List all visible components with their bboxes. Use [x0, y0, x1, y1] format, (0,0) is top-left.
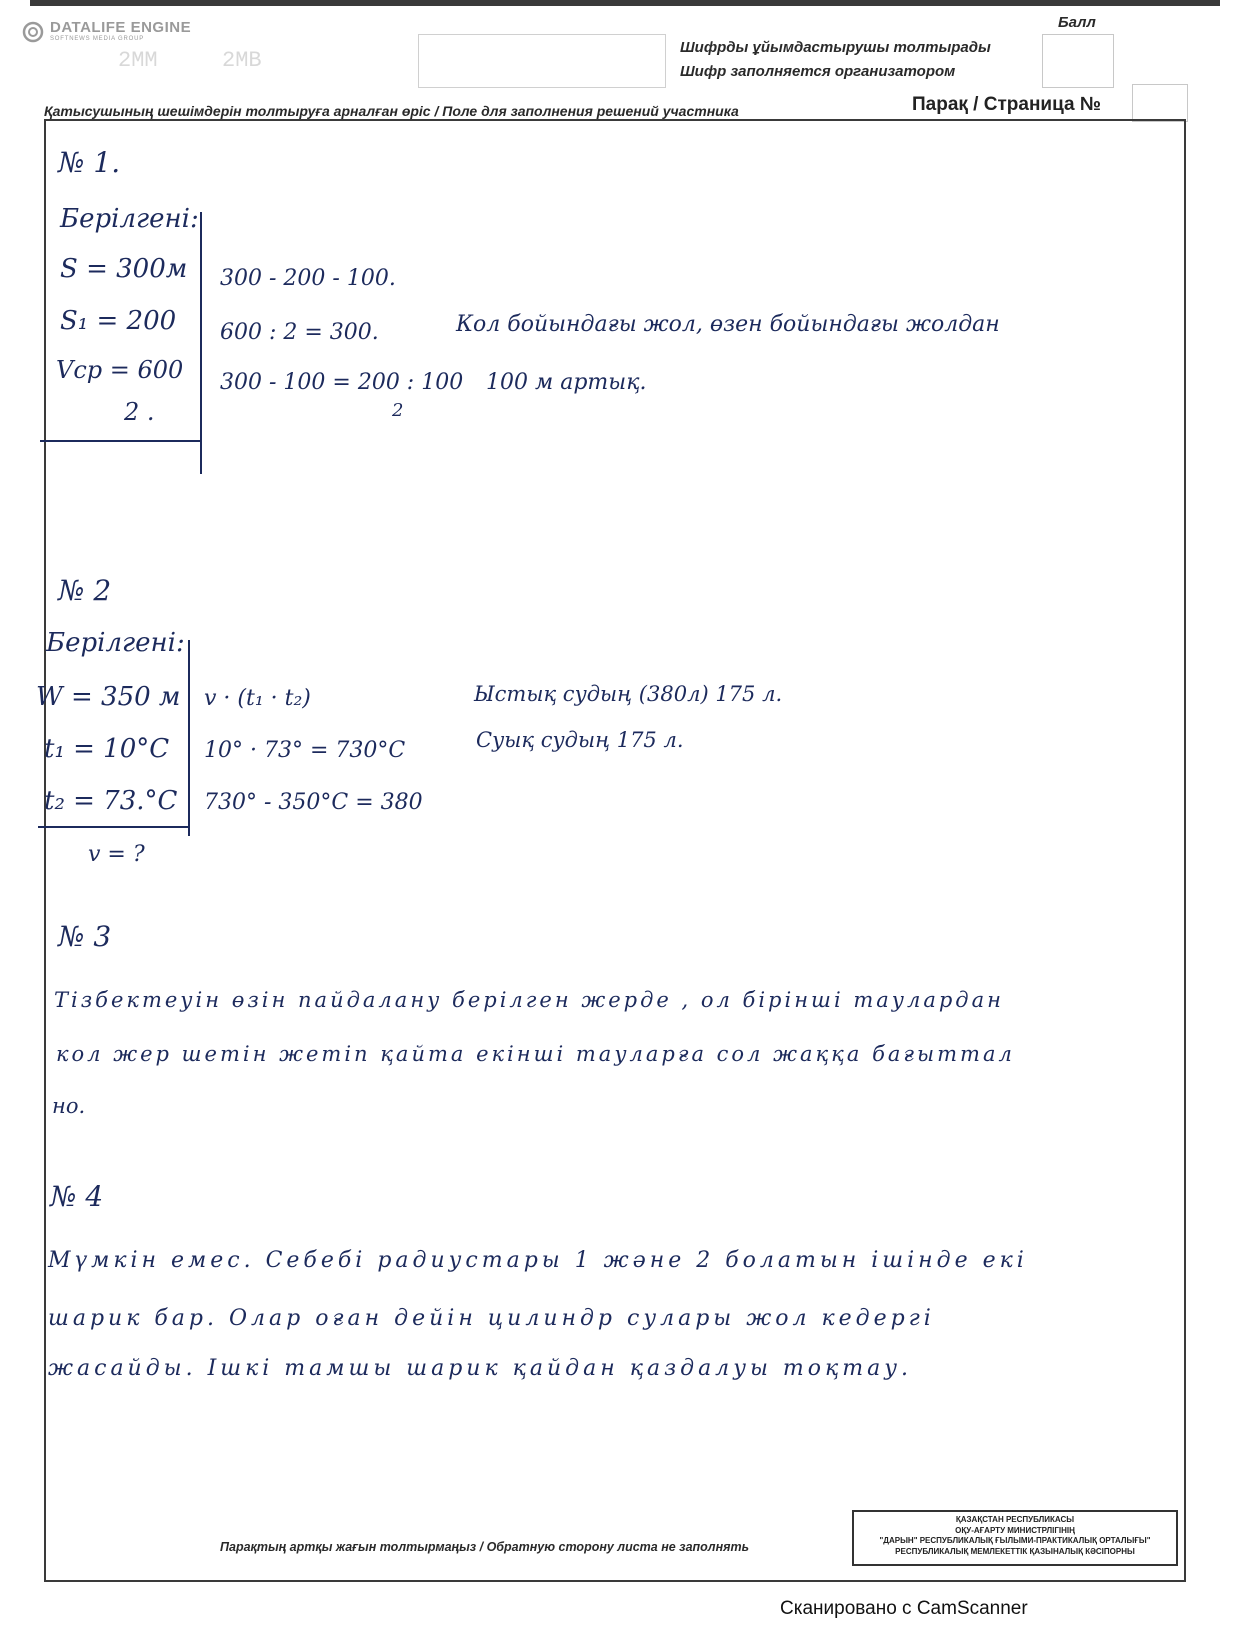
back-side-note: Парақтың артқы жағын толтырмаңыз / Обратную сторону листа не заполнять — [220, 1540, 750, 1554]
problem-2-given-item: t₂ = 73.°C — [44, 786, 178, 816]
problem-2-given-item: t₁ = 10°C — [44, 734, 170, 764]
datalife-logo-icon — [22, 21, 44, 43]
page-number-box — [1132, 84, 1188, 122]
stamp-line: РЕСПУБЛИКАЛЫҚ МЕМЛЕКЕТТІК ҚАЗЫНАЛЫҚ КӘСІПОРНЫ — [895, 1546, 1135, 1556]
cipher-text-ru: Шифр заполняется организатором — [680, 63, 956, 80]
problem-2-title: № 2 — [58, 574, 112, 607]
problem-2-given-item: v = ? — [88, 842, 145, 867]
problem-1-given-item: S₁ = 200 — [60, 306, 177, 336]
problem-1-answer-line: 100 м артық. — [486, 370, 647, 395]
problem-3-text-line: кол жер шетін жетіп қайта екінші тауларға сол жаққа бағыттал — [56, 1042, 1015, 1066]
bleed-through-mark: 2MB — [222, 48, 262, 73]
problem-1-title: № 1. — [58, 146, 121, 179]
problem-2-given-label: Берілгені: — [46, 628, 185, 658]
problem-1-calc-denominator: 2 — [392, 400, 404, 421]
problem-1-answer-line: Кол бойындағы жол, өзен бойындағы жолдан — [456, 312, 1000, 337]
score-box — [1042, 34, 1114, 88]
problem-2-given-item: W = 350 м — [36, 682, 181, 712]
score-label: Балл — [1058, 14, 1096, 31]
problem-2-divider — [188, 640, 190, 836]
bleed-through-mark: 2MM — [118, 48, 158, 73]
scanner-caption: Сканировано с CamScanner — [780, 1598, 1028, 1619]
problem-1-given-item: 2 . — [124, 398, 155, 426]
scan-top-edge — [30, 0, 1220, 6]
problem-2-calc-line: 730° - 350°C = 380 — [204, 790, 423, 815]
problem-2-calc-line: 10° · 73° = 730°C — [204, 738, 406, 763]
problem-3-text-line: Тізбектеуін өзін пайдалану берілген жерде , ол бірінші таулардан — [54, 988, 1004, 1012]
problem-3-title: № 3 — [58, 920, 112, 953]
problem-1-calc-line: 300 - 200 - 100. — [220, 266, 396, 291]
stamp-line: ҚАЗАҚСТАН РЕСПУБЛИКАСЫ — [955, 1515, 1075, 1524]
problem-4-text-line: шарик бар. Олар оған дейін цилиндр сулары жол кедергі — [48, 1306, 935, 1331]
problem-2-answer-line: Ыстық судың (380л) 175 л. — [474, 682, 783, 706]
problem-1-given-item: Vср = 600 — [56, 356, 184, 384]
watermark — [22, 20, 191, 43]
problem-1-underline — [40, 440, 202, 442]
problem-1-calc-line: 300 - 100 = 200 : 100 — [220, 370, 464, 395]
problem-4-text-line: жасайды. Ішкі тамшы шарик қайдан қаздалуы тоқтау. — [48, 1356, 913, 1381]
page-number-label: Парақ / Страница № — [912, 94, 1102, 115]
stamp-line: "ДАРЫН" РЕСПУБЛИКАЛЫҚ ҒЫЛЫМИ-ПРАКТИКАЛЫҚ ОРТАЛЫҒЫ" — [879, 1536, 1151, 1545]
problem-2-calc-line: v · (t₁ · t₂) — [204, 686, 311, 711]
problem-1-calc-line: 600 : 2 = 300. — [220, 320, 379, 345]
problem-1-divider — [200, 212, 202, 474]
institution-stamp — [852, 1510, 1178, 1566]
watermark-title: DATALIFE ENGINE — [50, 19, 192, 36]
cipher-box — [418, 34, 666, 88]
problem-4-title: № 4 — [50, 1180, 104, 1213]
problem-4-text-line: Мүмкін емес. Себебі радиустары 1 және 2 болатын ішінде екі — [48, 1248, 1028, 1273]
problem-1-given-label: Берілгені: — [60, 204, 199, 234]
problem-1-given-item: S = 300м — [60, 254, 188, 284]
problem-2-answer-line: Суық судың 175 л. — [476, 728, 684, 752]
problem-3-text-line: но. — [52, 1094, 86, 1118]
stamp-line: ОҚУ-АҒАРТУ МИНИСТРЛІГІНІҢ — [955, 1525, 1075, 1535]
solution-field-label: Қатысушының шешімдерін толтыруға арналған өріс / Поле для заполнения решений участника — [44, 103, 739, 119]
cipher-instructions — [680, 36, 991, 84]
problem-2-underline — [38, 826, 190, 828]
cipher-text-kz: Шифрды ұйымдастырушы толтырады — [680, 39, 991, 56]
watermark-subtitle: SOFTNEWS MEDIA GROUP — [50, 36, 145, 42]
